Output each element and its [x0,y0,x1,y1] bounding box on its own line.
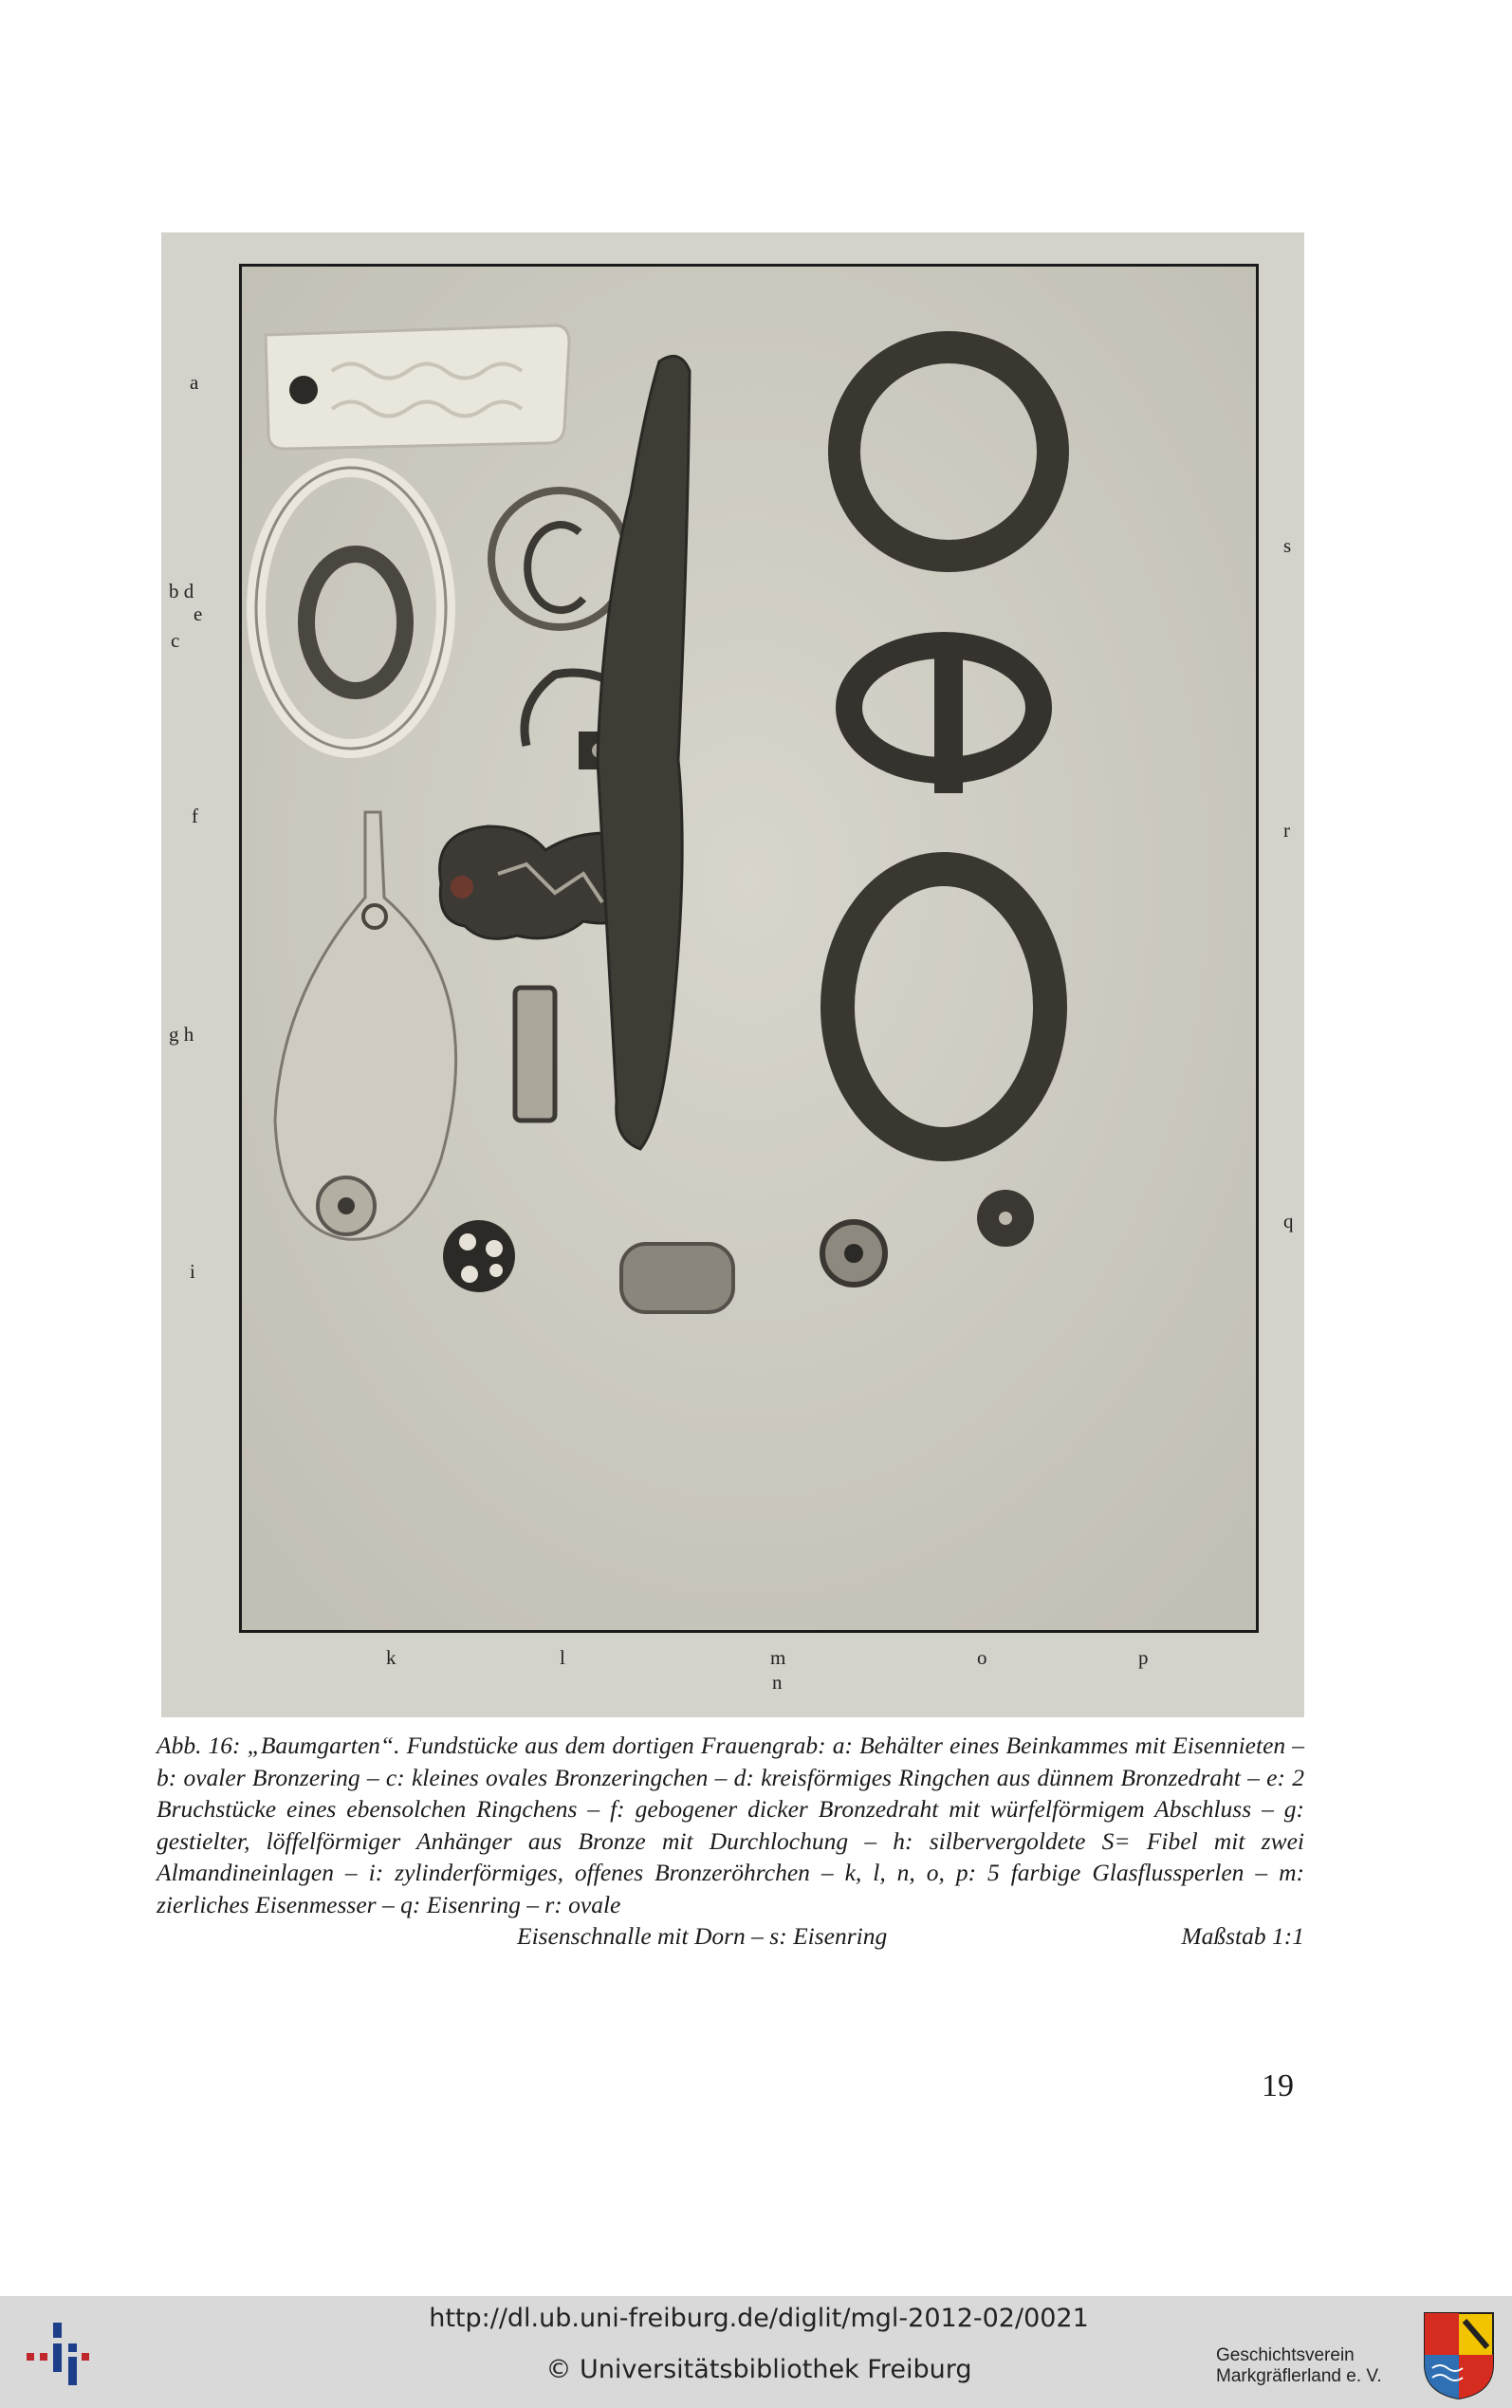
artifact-a-comb-case [266,325,569,449]
footer-bar [0,2296,1512,2408]
label-g-h: g h [169,1023,194,1046]
society-crest-icon [1421,2309,1497,2400]
artifact-o-bead [822,1222,885,1285]
library-logo-icon [21,2315,97,2391]
label-a: a [190,371,199,394]
society-line-1: Geschichtsverein [1216,2345,1355,2365]
artifact-i-bronze-tube [515,988,555,1121]
artifact-l-bead [443,1220,515,1292]
label-q: q [1283,1210,1294,1232]
label-c: c [171,629,180,652]
label-l: l [560,1646,565,1669]
footer-copyright: © Universitätsbibliothek Freiburg [545,2355,972,2384]
label-r: r [1283,819,1290,842]
label-e: e [194,602,203,625]
label-i: i [190,1260,195,1283]
artifact-illustration [242,267,1256,1630]
label-m: m [770,1646,786,1669]
caption-scale: Maßstab 1:1 [1181,1922,1304,1950]
caption-last-line [157,1920,1304,1953]
label-b-d: b d [169,580,194,602]
label-n: n [772,1671,783,1694]
caption-text: Abb. 16: „Baumgarten“. Fundstücke aus dem dortigen Frauengrab: a: Behälter eines Beinkammes mit Eisennieten – b: ovaler Bronzering – c: kleines ovales Bronzeringchen – d: kreisförmiges Ringchen aus dünnem Bronzedraht – e: 2 Bruchstücke eines ebensolchen Ringchens – f: gebogener dicker Bronzedraht mit würfelförmigem Abschluss – g: gestielter, löffelförmiger Anhänger aus Bronze mit Durchlochung – h: silbervergoldete S= Fibel mit zwei Almandineinlagen – i: zylinderförmiges, offenes Bronzeröhrchen – k, l, n, o, p: 5 farbige Glasflussperlen – m: zierliches Eisenmesser – q: Eisenring – r: ovale [157,1732,1304,1918]
figure-caption [157,1730,1304,1953]
caption-last-text: Eisenschnalle mit Dorn – s: Eisenring [517,1922,888,1950]
society-name [1216,2345,1382,2387]
footer-url[interactable]: http://dl.ub.uni-freiburg.de/diglit/mgl-2012-02/0021 [429,2304,1089,2333]
society-line-2: Markgräflerland e. V. [1216,2366,1382,2386]
artifact-photograph [239,264,1259,1633]
label-s: s [1283,534,1292,557]
label-o: o [977,1646,987,1669]
artifact-n-bead [621,1244,733,1312]
label-p: p [1138,1646,1149,1669]
figure-photo [161,232,1304,1717]
page-number: 19 [1262,2068,1294,2103]
label-k: k [386,1646,396,1669]
label-f: f [192,805,198,827]
